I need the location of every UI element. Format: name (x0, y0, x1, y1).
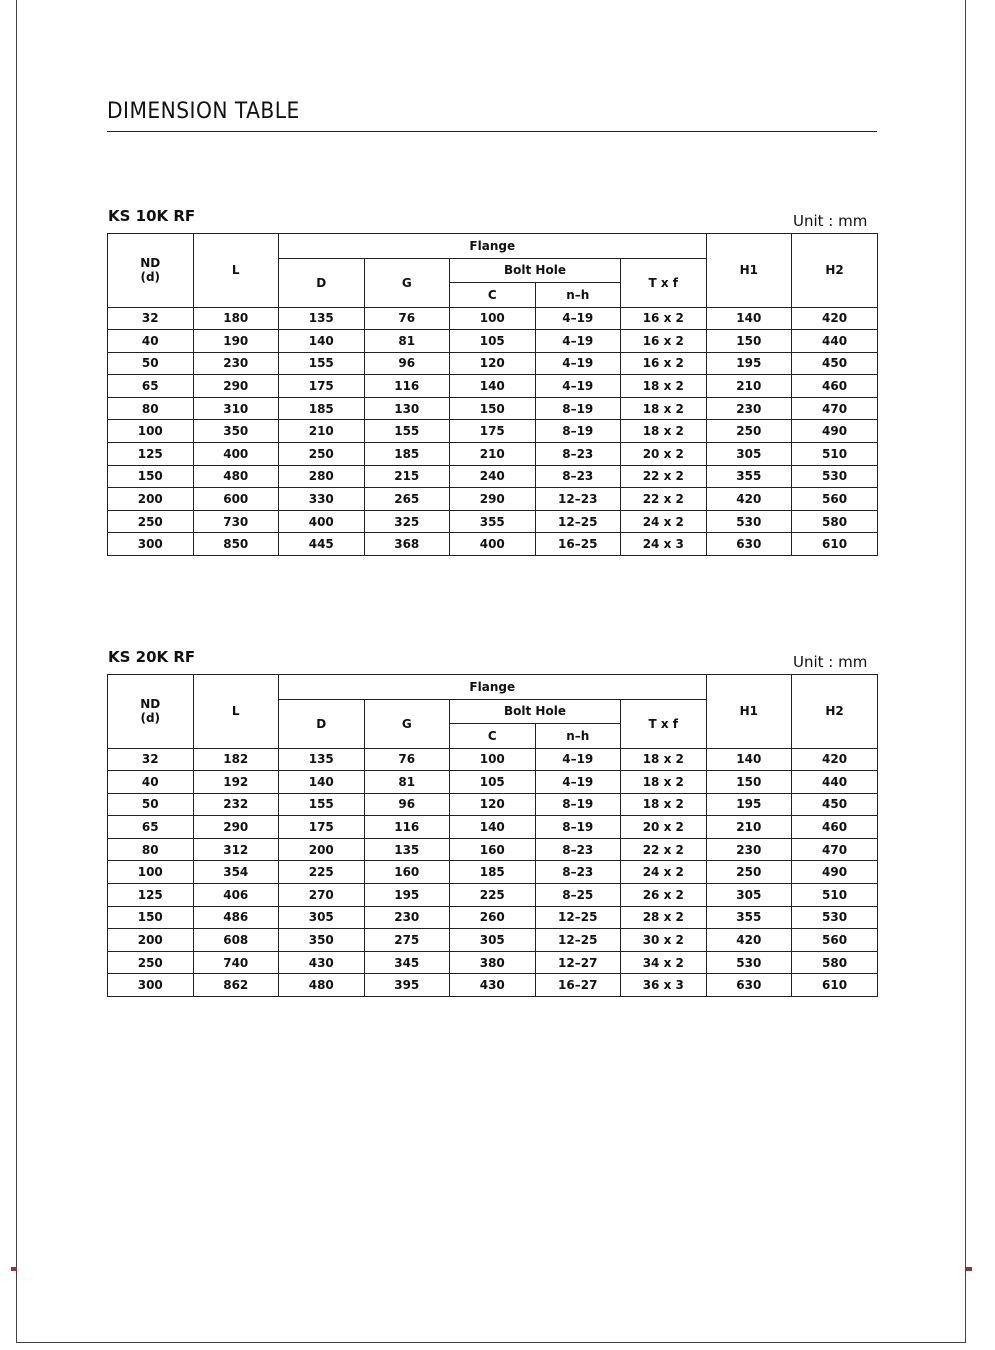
unit-label: Unit : mm (793, 212, 868, 230)
cell-d: 175 (279, 375, 365, 398)
cell-h1: 250 (706, 861, 792, 884)
cell-nd: 150 (108, 906, 194, 929)
cell-d: 225 (279, 861, 365, 884)
cell-txf: 16 x 2 (621, 330, 707, 353)
cell-d: 135 (279, 748, 365, 771)
page-title: DIMENSION TABLE (107, 99, 300, 124)
cell-c: 140 (450, 375, 536, 398)
cell-nh: 16–25 (535, 533, 621, 556)
cell-h2: 580 (792, 951, 878, 974)
cell-nh: 8–23 (535, 465, 621, 488)
header-nd-sub: (d) (140, 711, 161, 726)
cell-txf: 24 x 2 (621, 510, 707, 533)
cell-nd: 65 (108, 375, 194, 398)
cell-g: 135 (364, 838, 450, 861)
table-row (108, 352, 878, 375)
cell-c: 105 (450, 330, 536, 353)
cell-h1: 195 (706, 793, 792, 816)
cell-txf: 30 x 2 (621, 929, 707, 952)
cell-h2: 560 (792, 488, 878, 511)
cell-g: 368 (364, 533, 450, 556)
cell-nh: 4–19 (535, 748, 621, 771)
cell-nd: 80 (108, 397, 194, 420)
cell-l: 312 (193, 838, 279, 861)
cell-nh: 4–19 (535, 330, 621, 353)
cell-g: 345 (364, 951, 450, 974)
cell-l: 192 (193, 771, 279, 794)
header-nd-label: ND (140, 256, 161, 271)
cell-nh: 8–25 (535, 884, 621, 907)
cell-nd: 80 (108, 838, 194, 861)
cell-h1: 140 (706, 307, 792, 330)
cell-h2: 420 (792, 307, 878, 330)
cell-nh: 8–23 (535, 838, 621, 861)
header-g: G (364, 258, 450, 307)
cell-d: 280 (279, 465, 365, 488)
table-row (108, 861, 878, 884)
table-title-ks20k: KS 20K RF (108, 648, 196, 666)
cell-c: 105 (450, 771, 536, 794)
cell-h1: 630 (706, 974, 792, 997)
cell-h1: 230 (706, 397, 792, 420)
cell-g: 215 (364, 465, 450, 488)
cell-d: 155 (279, 352, 365, 375)
cell-nh: 8–19 (535, 420, 621, 443)
cell-h1: 305 (706, 884, 792, 907)
cell-nd: 100 (108, 861, 194, 884)
cell-d: 155 (279, 793, 365, 816)
cell-h2: 420 (792, 748, 878, 771)
cell-c: 380 (450, 951, 536, 974)
cell-txf: 18 x 2 (621, 375, 707, 398)
cell-txf: 24 x 3 (621, 533, 707, 556)
cell-nh: 12–23 (535, 488, 621, 511)
cell-nd: 125 (108, 443, 194, 466)
cell-nh: 4–19 (535, 307, 621, 330)
header-txf: T x f (621, 258, 707, 307)
cell-txf: 20 x 2 (621, 816, 707, 839)
cell-h1: 210 (706, 375, 792, 398)
cell-c: 185 (450, 861, 536, 884)
header-nd-label: ND (140, 697, 161, 712)
table-row (108, 533, 878, 556)
cell-c: 430 (450, 974, 536, 997)
header-nd-sub: (d) (140, 270, 161, 285)
cell-l: 600 (193, 488, 279, 511)
header-nh: n–h (535, 283, 621, 308)
cell-h2: 460 (792, 816, 878, 839)
cell-g: 395 (364, 974, 450, 997)
cell-nd: 300 (108, 974, 194, 997)
table-row (108, 816, 878, 839)
cell-g: 76 (364, 307, 450, 330)
header-txf: T x f (621, 699, 707, 748)
header-flange: Flange (279, 234, 707, 259)
cell-nh: 8–23 (535, 861, 621, 884)
cell-h1: 305 (706, 443, 792, 466)
table-row (108, 951, 878, 974)
cell-c: 305 (450, 929, 536, 952)
cell-h1: 250 (706, 420, 792, 443)
cell-g: 185 (364, 443, 450, 466)
cell-l: 290 (193, 816, 279, 839)
cell-txf: 18 x 2 (621, 793, 707, 816)
cell-nh: 4–19 (535, 352, 621, 375)
header-h2: H2 (792, 675, 878, 749)
cell-nd: 250 (108, 510, 194, 533)
table-row (108, 420, 878, 443)
table-row (108, 443, 878, 466)
cell-h1: 230 (706, 838, 792, 861)
header-h1: H1 (706, 675, 792, 749)
table-row (108, 488, 878, 511)
cell-g: 96 (364, 793, 450, 816)
cell-nh: 12–25 (535, 929, 621, 952)
cell-h2: 530 (792, 906, 878, 929)
cell-l: 232 (193, 793, 279, 816)
cell-g: 81 (364, 771, 450, 794)
cell-nd: 250 (108, 951, 194, 974)
cell-c: 355 (450, 510, 536, 533)
cell-h1: 355 (706, 906, 792, 929)
header-d: D (279, 699, 365, 748)
cell-h1: 195 (706, 352, 792, 375)
cell-d: 140 (279, 771, 365, 794)
cell-d: 350 (279, 929, 365, 952)
cell-txf: 16 x 2 (621, 352, 707, 375)
cell-c: 400 (450, 533, 536, 556)
cell-h2: 460 (792, 375, 878, 398)
cell-h1: 530 (706, 951, 792, 974)
cell-h2: 440 (792, 330, 878, 353)
cell-d: 270 (279, 884, 365, 907)
cell-l: 182 (193, 748, 279, 771)
cell-g: 265 (364, 488, 450, 511)
cell-l: 354 (193, 861, 279, 884)
cell-nh: 12–25 (535, 510, 621, 533)
cell-c: 120 (450, 793, 536, 816)
cell-txf: 18 x 2 (621, 771, 707, 794)
cell-g: 116 (364, 375, 450, 398)
cell-h1: 355 (706, 465, 792, 488)
cell-h2: 490 (792, 420, 878, 443)
cell-c: 210 (450, 443, 536, 466)
cell-nh: 8–19 (535, 793, 621, 816)
cell-h2: 450 (792, 352, 878, 375)
cell-txf: 24 x 2 (621, 861, 707, 884)
cell-h2: 530 (792, 465, 878, 488)
cell-txf: 16 x 2 (621, 307, 707, 330)
table-row (108, 929, 878, 952)
cell-d: 210 (279, 420, 365, 443)
cell-d: 330 (279, 488, 365, 511)
table-row (108, 397, 878, 420)
table-row (108, 748, 878, 771)
cell-h2: 490 (792, 861, 878, 884)
cell-nd: 300 (108, 533, 194, 556)
cell-h2: 580 (792, 510, 878, 533)
page-edge-mark (11, 1267, 17, 1271)
cell-txf: 18 x 2 (621, 397, 707, 420)
cell-l: 406 (193, 884, 279, 907)
cell-c: 150 (450, 397, 536, 420)
table-row (108, 906, 878, 929)
cell-txf: 18 x 2 (621, 420, 707, 443)
header-l: L (193, 234, 279, 308)
cell-h1: 210 (706, 816, 792, 839)
cell-g: 160 (364, 861, 450, 884)
cell-nd: 40 (108, 771, 194, 794)
cell-c: 100 (450, 307, 536, 330)
cell-d: 305 (279, 906, 365, 929)
cell-txf: 22 x 2 (621, 465, 707, 488)
table-row (108, 793, 878, 816)
table-row (108, 838, 878, 861)
cell-nd: 150 (108, 465, 194, 488)
cell-h2: 610 (792, 533, 878, 556)
table-row (108, 307, 878, 330)
cell-g: 81 (364, 330, 450, 353)
cell-g: 195 (364, 884, 450, 907)
cell-l: 740 (193, 951, 279, 974)
cell-l: 180 (193, 307, 279, 330)
cell-g: 275 (364, 929, 450, 952)
table-title-ks10k: KS 10K RF (108, 207, 196, 225)
cell-d: 140 (279, 330, 365, 353)
cell-c: 160 (450, 838, 536, 861)
cell-c: 140 (450, 816, 536, 839)
cell-d: 445 (279, 533, 365, 556)
cell-h1: 420 (706, 488, 792, 511)
cell-l: 190 (193, 330, 279, 353)
cell-d: 135 (279, 307, 365, 330)
cell-c: 100 (450, 748, 536, 771)
cell-h2: 510 (792, 443, 878, 466)
header-nh: n–h (535, 724, 621, 749)
cell-c: 225 (450, 884, 536, 907)
header-c: C (450, 724, 536, 749)
cell-d: 175 (279, 816, 365, 839)
cell-nh: 12–25 (535, 906, 621, 929)
header-c: C (450, 283, 536, 308)
cell-l: 862 (193, 974, 279, 997)
cell-nd: 50 (108, 793, 194, 816)
cell-d: 200 (279, 838, 365, 861)
cell-nd: 200 (108, 488, 194, 511)
cell-d: 480 (279, 974, 365, 997)
cell-nd: 65 (108, 816, 194, 839)
cell-h1: 630 (706, 533, 792, 556)
cell-nd: 40 (108, 330, 194, 353)
cell-txf: 36 x 3 (621, 974, 707, 997)
cell-h1: 530 (706, 510, 792, 533)
title-divider (107, 131, 877, 132)
cell-d: 185 (279, 397, 365, 420)
cell-h2: 470 (792, 838, 878, 861)
cell-d: 400 (279, 510, 365, 533)
cell-c: 175 (450, 420, 536, 443)
cell-l: 480 (193, 465, 279, 488)
header-l: L (193, 675, 279, 749)
cell-g: 116 (364, 816, 450, 839)
cell-nd: 100 (108, 420, 194, 443)
cell-h1: 150 (706, 771, 792, 794)
cell-g: 96 (364, 352, 450, 375)
cell-txf: 18 x 2 (621, 748, 707, 771)
cell-h2: 440 (792, 771, 878, 794)
cell-d: 430 (279, 951, 365, 974)
cell-txf: 20 x 2 (621, 443, 707, 466)
cell-nh: 16–27 (535, 974, 621, 997)
page-frame (16, 0, 966, 1343)
cell-nd: 32 (108, 307, 194, 330)
cell-d: 250 (279, 443, 365, 466)
cell-l: 290 (193, 375, 279, 398)
cell-h2: 510 (792, 884, 878, 907)
table-row (108, 510, 878, 533)
cell-txf: 22 x 2 (621, 488, 707, 511)
header-bolt-hole: Bolt Hole (450, 258, 621, 283)
cell-h2: 450 (792, 793, 878, 816)
table-row (108, 884, 878, 907)
header-nd (108, 234, 194, 308)
cell-c: 120 (450, 352, 536, 375)
cell-l: 400 (193, 443, 279, 466)
cell-txf: 28 x 2 (621, 906, 707, 929)
table-row (108, 375, 878, 398)
cell-c: 290 (450, 488, 536, 511)
cell-txf: 22 x 2 (621, 838, 707, 861)
dimension-table-ks10k (107, 233, 878, 556)
table-row (108, 771, 878, 794)
cell-nh: 4–19 (535, 375, 621, 398)
cell-nh: 8–23 (535, 443, 621, 466)
header-d: D (279, 258, 365, 307)
cell-l: 230 (193, 352, 279, 375)
header-h2: H2 (792, 234, 878, 308)
header-g: G (364, 699, 450, 748)
cell-g: 155 (364, 420, 450, 443)
cell-g: 325 (364, 510, 450, 533)
cell-h2: 610 (792, 974, 878, 997)
header-flange: Flange (279, 675, 707, 700)
cell-nh: 12–27 (535, 951, 621, 974)
cell-nd: 50 (108, 352, 194, 375)
cell-h2: 470 (792, 397, 878, 420)
cell-g: 76 (364, 748, 450, 771)
cell-l: 486 (193, 906, 279, 929)
cell-l: 350 (193, 420, 279, 443)
cell-nd: 200 (108, 929, 194, 952)
header-nd (108, 675, 194, 749)
cell-nd: 125 (108, 884, 194, 907)
cell-h2: 560 (792, 929, 878, 952)
cell-nd: 32 (108, 748, 194, 771)
cell-c: 260 (450, 906, 536, 929)
cell-h1: 420 (706, 929, 792, 952)
header-h1: H1 (706, 234, 792, 308)
cell-g: 130 (364, 397, 450, 420)
cell-nh: 4–19 (535, 771, 621, 794)
header-bolt-hole: Bolt Hole (450, 699, 621, 724)
cell-l: 608 (193, 929, 279, 952)
cell-l: 850 (193, 533, 279, 556)
cell-l: 730 (193, 510, 279, 533)
cell-txf: 26 x 2 (621, 884, 707, 907)
dimension-table-ks20k (107, 674, 878, 997)
page-edge-mark (966, 1267, 972, 1271)
cell-h1: 150 (706, 330, 792, 353)
cell-l: 310 (193, 397, 279, 420)
cell-nh: 8–19 (535, 397, 621, 420)
cell-c: 240 (450, 465, 536, 488)
cell-txf: 34 x 2 (621, 951, 707, 974)
cell-nh: 8–19 (535, 816, 621, 839)
table-row (108, 330, 878, 353)
cell-h1: 140 (706, 748, 792, 771)
unit-label: Unit : mm (793, 653, 868, 671)
table-row (108, 974, 878, 997)
table-row (108, 465, 878, 488)
cell-g: 230 (364, 906, 450, 929)
